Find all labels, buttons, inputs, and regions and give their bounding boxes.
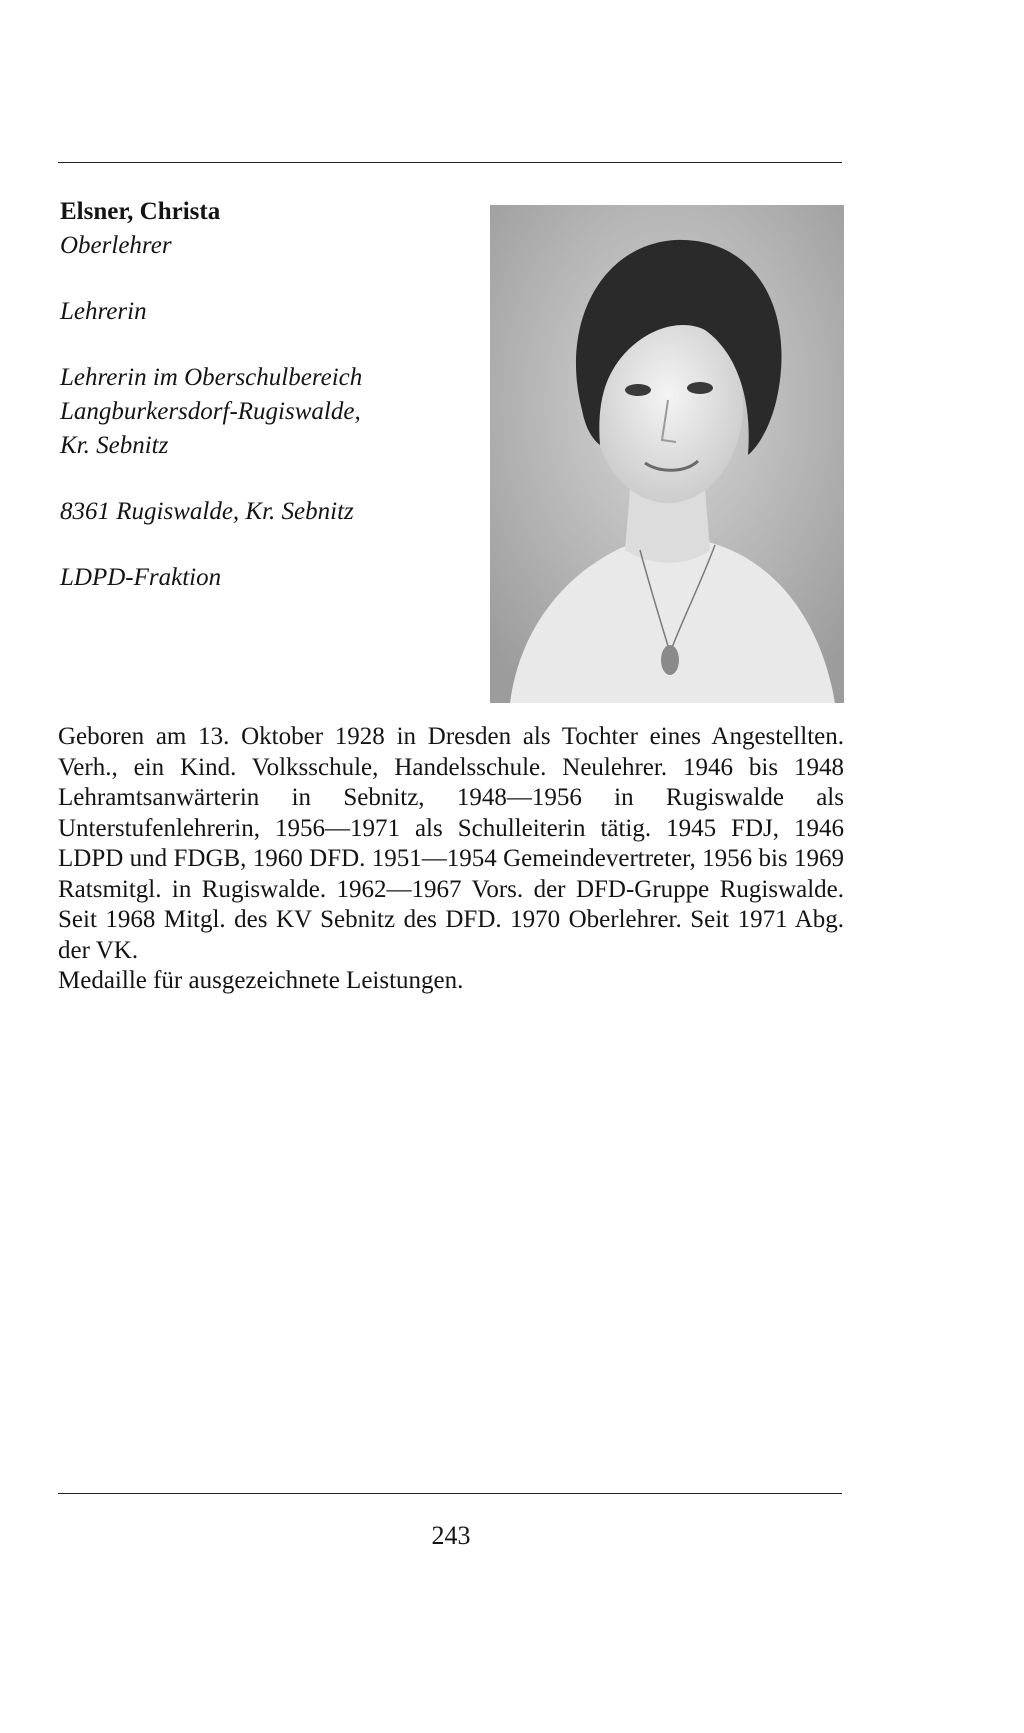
position-line: Langburkersdorf-Rugiswalde,	[60, 398, 361, 425]
position-line: Lehrerin im Oberschulbereich	[60, 364, 363, 391]
bottom-rule	[58, 1493, 842, 1494]
person-faction: LDPD-Fraktion	[60, 564, 222, 591]
person-position	[60, 361, 460, 463]
portrait-photo	[490, 205, 844, 703]
person-address: 8361 Rugiswalde, Kr. Sebnitz	[60, 498, 354, 525]
person-title: Oberlehrer	[60, 232, 172, 259]
award-text: Medaille für ausgezeichnete Leistungen.	[58, 967, 464, 994]
entry-header	[60, 195, 460, 595]
top-rule	[58, 162, 842, 163]
person-profession: Lehrerin	[60, 298, 147, 325]
position-line: Kr. Sebnitz	[60, 432, 169, 459]
biography-text: Geboren am 13. Oktober 1928 in Dresden als Tochter eines Angestellten. Verh., ein Kind. Volksschule, Handelsschule. Neulehrer. 1946 bis 1948 Lehramtsanwärterin in Sebnitz, 1948—1956 in Rugiswalde als Unterstufenlehrerin, 1956—1971 als Schulleiterin tätig. 1945 FDJ, 1946 LDPD und FDGB, 1960 DFD. 1951—1954 Gemeindevertreter, 1956 bis 1969 Ratsmitgl. in Rugiswalde. 1962—1967 Vors. der DFD-Gruppe Rugiswalde. Seit 1968 Mitgl. des KV Sebnitz des DFD. 1970 Oberlehrer. Seit 1971 Abg. der VK.	[58, 723, 844, 964]
page-number: 243	[431, 1521, 471, 1550]
person-name: Elsner, Christa	[60, 198, 221, 225]
